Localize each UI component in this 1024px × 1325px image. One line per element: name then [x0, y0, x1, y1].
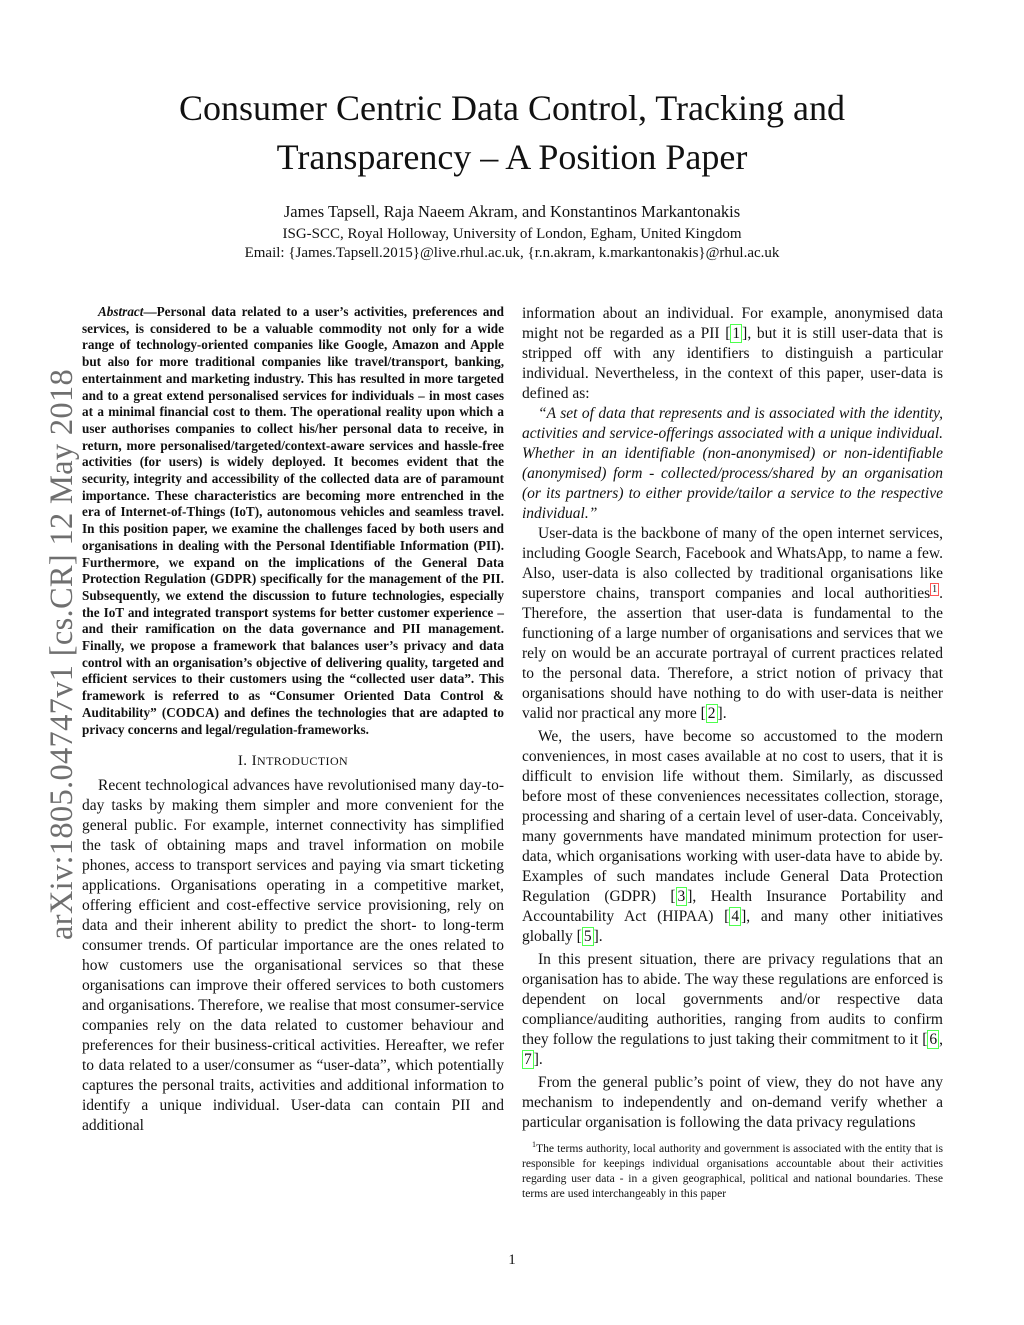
right-paragraph-3: We, the users, have become so accustomed to the modern conveniences, in most cases available at no cost to users, that it is difficult to envision life without them. Similarly, as discussed before most of these conveniences necessitates collection, storage, processing and sharing of a certain level of user-data. Conceivably, many governments have mandated minimum protection for user-data, which organisations working with user-data have to abide by. Examples of such mandates include General Data Protection Regulation (GDPR) [ 3 ], Health Insurance Portability and Accountability Act (HIPAA) [ 4 ], and many other initiatives globally [ 5 ]. [522, 728, 943, 945]
right-column [522, 304, 943, 1133]
abstract-label: Abstract [98, 304, 144, 319]
intro-paragraph-1: Recent technological advances have revolutionised many day-to-day tasks by making them simpler and more convenient for the general public. For example, internet connectivity has simplified the task of obtaining maps and travel information on mobile phones, access to transport services and paying via smart ticketing applications. Organisations operating in a competitive market, offering efficient and cost-effective service provisioning, rely on data and their inherent ability to predict the short- to long-term consumer trends. Of particular importance are the ones related to how customers use the organisational services so that these organisations can improve their offered services to both customers and organisations. Therefore, we realise that most consumer-service companies rely on the data related to customer behaviour and preferences for their business-critical activities. Hereafter, we refer to data related to a user/consumer as “user-data”, which potentially captures the personal traits, activities and additional information to identify a unique individual. User-data can contain PII and additional [82, 777, 504, 1135]
right-paragraph-2: User-data is the backbone of many of the open internet services, including Google Search, Facebook and WhatsApp, to name a few. Also, user-data is also collected by traditional organisations like superstore chains, transport companies and local authorities $^1$ . Therefore, the assertion that user-data is fundamental to the functioning of a large number of organisations and services that we rely on would be an accurate portrayal of current practices related to the personal data. Therefore, a strict notion of privacy that organisations should have nothing to do with user-data is neither valid nor practical any more [ 2 ]. [522, 525, 943, 722]
footnote [522, 1141, 943, 1201]
section-heading-introduction [82, 753, 504, 770]
footnote-link[interactable]: 1 [932, 583, 938, 595]
arxiv-identifier: arXiv:1805.04747v1 [cs.CR] 12 May 2018 [44, 368, 80, 940]
footnote-mark: 1 [532, 1140, 536, 1150]
abstract-text: Personal data related to a user’s activities, preferences and services, is considered to be a valuable commodity not only for a wide range of technology-oriented companies like Google, Amazon and Apple but also for more traditional companies like travel/transport, banking, entertainment and marketing industry. This has resulted in more targeted and to a great extend personalised services for individuals – in most cases at a minimal financial cost to them. The operational reality upon which a user authorises companies to collect his/her personal data to receive, in return, more personalised/targeted/context-aware services and hassle-free activities (for users) is widely deployed. It becomes evident that the security, integrity and accessibility of the collected data are of paramount importance. These characteristics are becoming more entrenched in the era of Internet-of-Things (IoT), autonomous vehicles and seamless travel. In this position paper, we examine the challenges faced by both users and organisations in dealing with the Personal Identifiable Information (PII). Furthermore, we expand on the implications of the General Data Protection Regulation (GDPR) specifically for the management of the PII. Subsequently, we extend the discussion to future technologies, especially the IoT and integrated transport systems for better customer experience – and their ramification on the data governance and PII management. Finally, we propose a framework that balances user’s privacy and data control with an organisation’s objective of delivering quality, targeted and efficient services to their customers using the “collected user data”. This framework is referred to as “Consumer Oriented Data Control & Auditability” (CODCA) and defines the technologies that are adapted to privacy concerns and legal/regulation-frameworks. [82, 304, 504, 737]
right-paragraph-1: information about an individual. For example, anonymised data might not be regarded as a PII [ 1 ], but it is still user-data that is stripped off with any identifiers to distinguish a particular individual. Nevertheless, in the context of this paper, user-data is defined as: [522, 305, 943, 402]
user-data-definition-quote: “A set of data that represents and is associated with the identity, activities and service-offerings associated with a unique individual. Whether in an identifiable (non-anonymised) or non-identifiable (anonymised) form - collected/process/shared by an organisation (or its partners) to either provide/tailor a service to the respective individual.” [522, 405, 943, 522]
citation-link[interactable]: 7 [524, 1051, 532, 1068]
email-line: Email: {James.Tapsell.2015}@live.rhul.ac.uk, {r.n.akram, k.markantonakis}@rhul.ac.uk [244, 245, 780, 261]
affiliation: ISG-SCC, Royal Holloway, University of London, Egham, United Kingdom [282, 226, 742, 242]
citation-link[interactable]: 4 [731, 908, 740, 925]
section-title-rest: NTRODUCTION [257, 754, 349, 769]
abstract: Abstract—Personal data related to a user’s activities, preferences and services, is considered to be a valuable commodity not only for a wide range of technology-oriented companies like Google, Amazon and Apple but also for more traditional companies like travel/transport, banking, entertainment and marketing industry. This has resulted in more targeted and to a great extend personalised services for individuals – in most cases at a minimal financial cost to them. The operational reality upon which a user authorises companies to collect his/her personal data to receive, in return, more personalised/targeted/context-aware services and hassle-free activities (for users) is widely deployed. It becomes evident that the security, integrity and accessibility of the collected data are of paramount importance. These characteristics are becoming more entrenched in the era of Internet-of-Things (IoT), autonomous vehicles and seamless travel. In this position paper, we examine the challenges faced by both users and organisations in dealing with the Personal Identifiable Information (PII). Furthermore, we expand on the implications of the General Data Protection Regulation (GDPR) specifically for the management of the PII. Subsequently, we extend the discussion to future technologies, especially the IoT and integrated transport systems for better customer experience – and their ramification on the data governance and PII management. Finally, we propose a framework that balances user’s privacy and data control with an organisation’s objective of delivering quality, targeted and efficient services to their customers using the “collected user data”. This framework is referred to as “Consumer Oriented Data Control & Auditability” (CODCA) and defines the technologies that are adapted to privacy concerns and legal/regulation-frameworks. [82, 304, 504, 737]
paper-title: Consumer Centric Data Control, Tracking and Transparency – A Position Paper [179, 88, 845, 177]
citation-link[interactable]: 5 [583, 928, 592, 945]
left-column [82, 304, 504, 1136]
citation-link[interactable]: 1 [732, 325, 741, 342]
author-list: James Tapsell, Raja Naeem Akram, and Konstantinos Markantonakis [283, 202, 741, 221]
page-number: 1 [508, 1252, 516, 1268]
citation-link[interactable]: 2 [707, 705, 716, 722]
citation-link[interactable]: 3 [677, 888, 686, 905]
section-number: I. [237, 753, 248, 770]
right-paragraph-5: From the general public’s point of view, they do not have any mechanism to independently and on-demand verify whether a particular organisation is following the data privacy regulations [522, 1074, 943, 1131]
section-title-initial: I [251, 753, 258, 770]
citation-link[interactable]: 6 [929, 1031, 938, 1048]
footnote-text: The terms authority, local authority and government is associated with the entity that is responsible for keepings individual organisations accountable about their activities regarding user data - in a given geographical, political and national boundaries. These terms are used interchangeably in this paper [522, 1142, 943, 1201]
right-paragraph-4: In this present situation, there are privacy regulations that an organisation has to abide. The way these regulations are enforced is dependent on local governments and/or respective data compliance/auditing authorities, ranging from audits to confirm they follow the regulations to just taking their commitment to it [ 6 , 7 ]. [522, 951, 943, 1068]
